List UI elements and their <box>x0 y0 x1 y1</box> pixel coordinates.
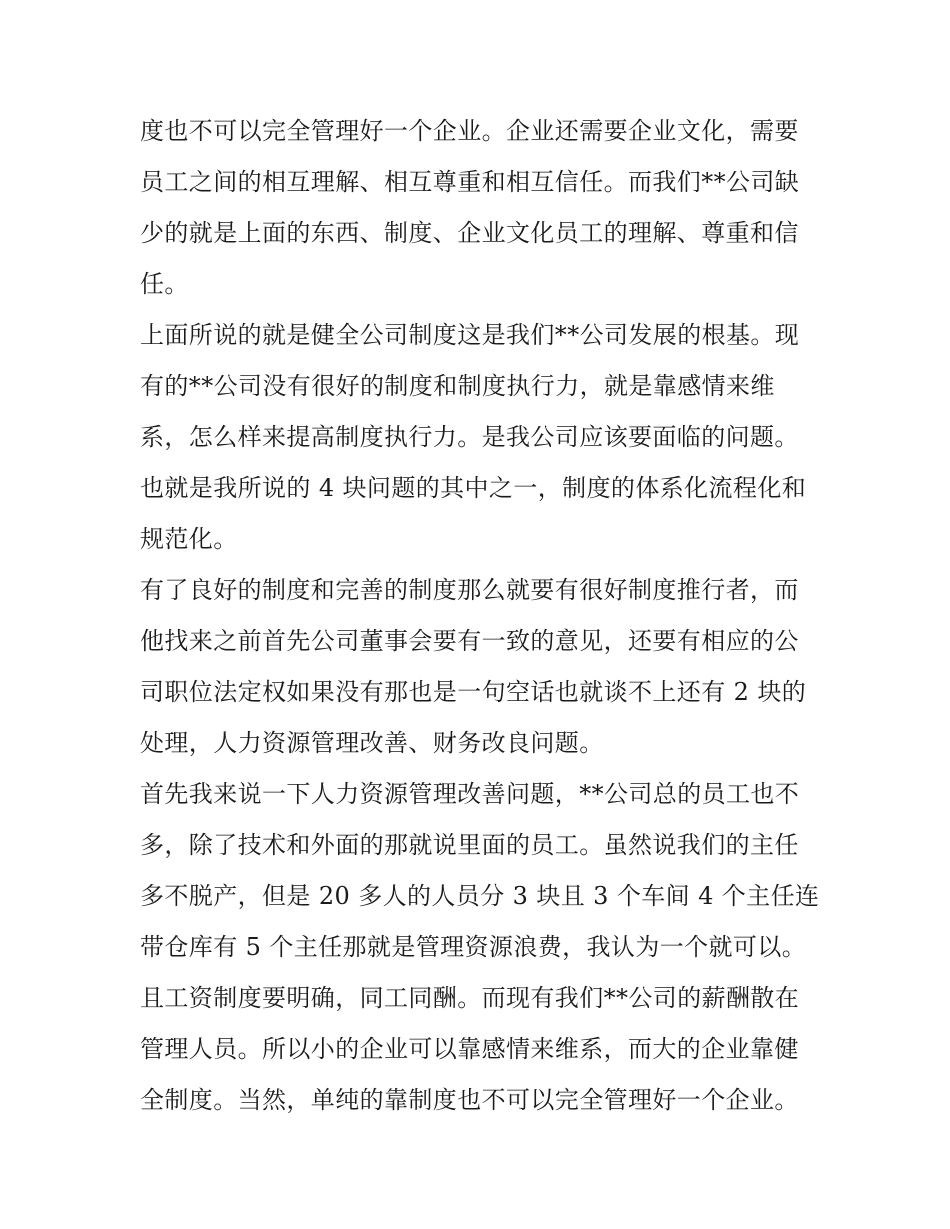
text-line: 首先我来说一下人力资源管理改善问题，**公司总的员工也不 <box>140 780 800 808</box>
text-line: 处理，人力资源管理改善、财务改良问题。 <box>140 729 604 757</box>
text-line: 多不脱产，但是 20 多人的人员分 3 块且 3 个车间 4 个主任连 <box>140 882 820 910</box>
text-line: 全制度。当然，单纯的靠制度也不可以完全管理好一个企业。 <box>140 1086 799 1114</box>
text-line: 规范化。 <box>140 525 238 553</box>
text-line: 管理人员。所以小的企业可以靠感情来维系，而大的企业靠健 <box>140 1035 799 1063</box>
text-line: 上面所说的就是健全公司制度这是我们**公司发展的根基。现 <box>140 321 800 349</box>
text-line: 度也不可以完全管理好一个企业。企业还需要企业文化，需要 <box>140 117 799 145</box>
text-line: 也就是我所说的 4 块问题的其中之一，制度的体系化流程化和 <box>140 474 807 502</box>
text-line: 带仓库有 5 个主任那就是管理资源浪费，我认为一个就可以。 <box>140 933 807 961</box>
text-line: 且工资制度要明确，同工同酬。而现有我们**公司的薪酬散在 <box>140 984 800 1012</box>
text-line: 任。 <box>140 270 189 298</box>
text-line: 多，除了技术和外面的那就说里面的员工。虽然说我们的主任 <box>140 831 799 859</box>
text-line: 员工之间的相互理解、相互尊重和相互信任。而我们**公司缺 <box>140 168 800 196</box>
text-line: 司职位法定权如果没有那也是一句空话也就谈不上还有 2 块的 <box>140 678 807 706</box>
text-line: 少的就是上面的东西、制度、企业文化员工的理解、尊重和信 <box>140 219 799 247</box>
text-line: 有的**公司没有很好的制度和制度执行力，就是靠感情来维 <box>140 372 775 400</box>
text-line: 他找来之前首先公司董事会要有一致的意见，还要有相应的公 <box>140 627 799 655</box>
text-line: 系，怎么样来提高制度执行力。是我公司应该要面临的问题。 <box>140 423 799 451</box>
text-line: 有了良好的制度和完善的制度那么就要有很好制度推行者，而 <box>140 576 799 604</box>
document-body <box>140 106 820 1126</box>
